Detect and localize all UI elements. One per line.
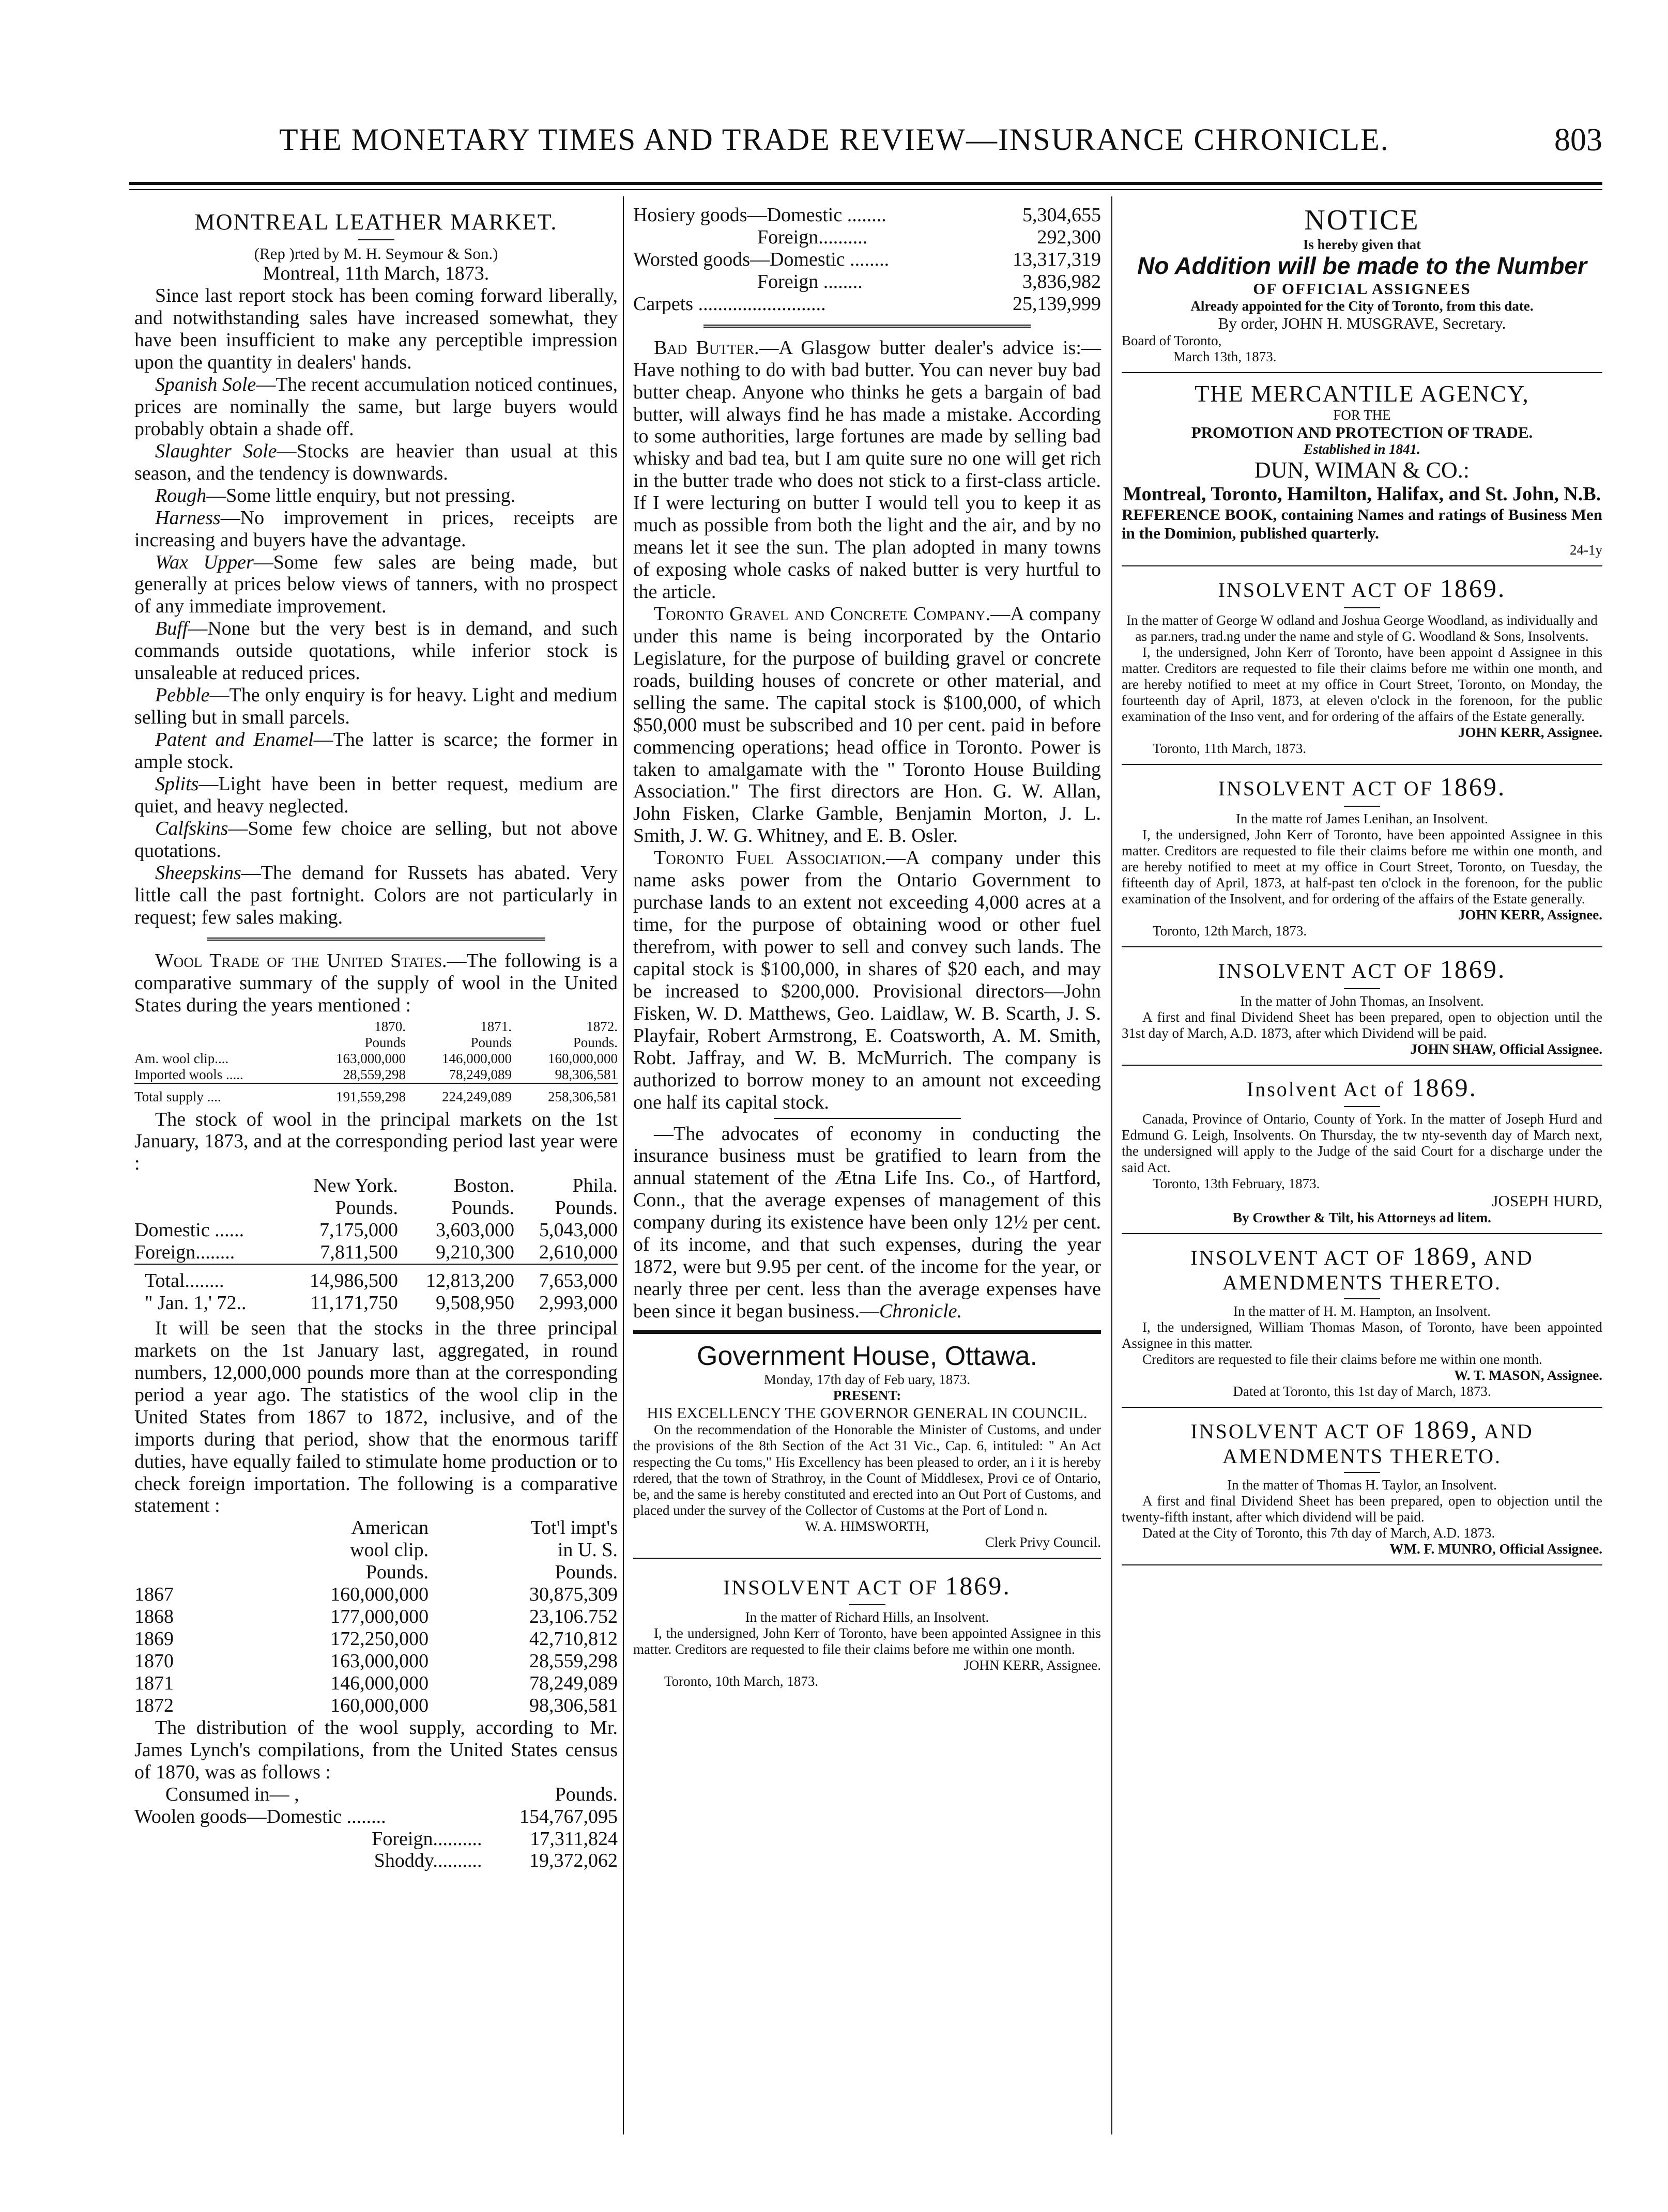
notice-date: Toronto, 12th March, 1873. — [1153, 923, 1307, 939]
divider — [1344, 1472, 1380, 1473]
leather-item-name: Wax Upper — [155, 551, 254, 573]
leather-item-name: Sheepskins — [155, 862, 241, 884]
notice-title: NOTICE — [1304, 204, 1420, 236]
page-number: 803 — [1554, 122, 1602, 158]
table-header: Pounds — [470, 1035, 512, 1051]
aetna-source: Chronicle. — [879, 1300, 962, 1322]
table-header: Pounds. — [555, 1197, 618, 1219]
notice-date: Dated at Toronto, this 1st day of March, 1873. — [1233, 1384, 1491, 1400]
insolvency-notice — [1122, 1073, 1602, 1234]
gov-signer: W. A. HIMSWORTH, — [805, 1518, 929, 1534]
goods-table — [633, 204, 1101, 315]
leather-item — [134, 374, 618, 440]
agency-firm: DUN, WIMAN & CO.: — [1254, 457, 1470, 483]
table-header: 1870. — [374, 1019, 406, 1035]
table-header: Pounds. — [573, 1035, 618, 1051]
divider — [1122, 372, 1602, 373]
table-cell: 23,106.752 — [529, 1606, 618, 1628]
table-cell: 3,603,000 — [435, 1219, 514, 1241]
notice-title: INSOLVENT ACT OF 1869. — [1218, 772, 1506, 802]
table-cell: 9,508,950 — [435, 1292, 514, 1314]
divider — [774, 1118, 961, 1119]
gravel-heading: Toronto Gravel and Concrete Company. — [654, 603, 991, 625]
fuel-article — [633, 847, 1101, 1113]
insolvency-notice — [1122, 1415, 1602, 1565]
notice-date: Toronto, 11th March, 1873. — [1153, 741, 1307, 757]
notice-signer: JOSEPH HURD, — [1492, 1191, 1602, 1210]
table-row — [633, 204, 1101, 226]
table-row — [134, 1219, 618, 1241]
table-header: Pounds. — [451, 1197, 514, 1219]
table-header: Phila. — [572, 1175, 618, 1197]
agency-promo: PROMOTION AND PROTECTION OF TRADE. — [1191, 423, 1533, 441]
leather-item-text: —The recent accumulation noticed continues, prices are nominally the same, but large buyers would probably obtain a shade off. — [134, 374, 618, 440]
table-cell: 1872 — [134, 1694, 174, 1716]
table-cell: Foreign.......... — [372, 1827, 482, 1850]
notice-date: Toronto, 13th February, 1873. — [1153, 1175, 1320, 1191]
gov-present: PRESENT: — [833, 1387, 901, 1403]
table-row — [633, 293, 1101, 315]
table-row — [134, 1051, 618, 1067]
table-row — [134, 1584, 618, 1606]
leather-item — [134, 684, 618, 729]
notice-text: I, the undersigned, John Kerr of Toronto, have been appointed Assignee in this matter. Creditors are requested to file their claims before me within one month, and are hereby notified to meet at my office in Court Street, Toronto, on Tuesday, the fifteenth day of April, 1873, at half-past ten o'clock in the forenoon, for the public examination of the Insolvent, and for ordering of the affairs of the Estate generally. — [1122, 826, 1602, 907]
wool-para3: It will be seen that the stocks in the three principal markets on the 1st January last, aggregated, in round numbers, 12,000,000 pounds more than at the corresponding period a year ago. The statistics of the wool clip in the United States from 1867 to 1872, inclusive, and of the imports during that period, show that the enormous tariff duties, have equally failed to stimulate home production or to check foreign importation. The following is a comparative statement : — [134, 1317, 618, 1517]
table-cell: 11,171,750 — [310, 1292, 398, 1314]
agency-established: Established in 1841. — [1304, 441, 1420, 457]
notice-matter: In the matter of George W odland and Joshua George Woodland, as individually and as par.ners, trad.ng under the name and style of G. Woodland & Sons, Insolvents. — [1126, 612, 1598, 644]
section-divider — [633, 1330, 1101, 1334]
divider — [1122, 1233, 1602, 1234]
divider — [1122, 1065, 1602, 1066]
table-cell: 14,986,500 — [309, 1270, 398, 1292]
leather-item-name: Rough — [155, 484, 207, 506]
butter-text: —A Glasgow butter dealer's advice is:—Have nothing to do with bad butter. You can never buy bad butter cheap. Anyone who thinks he gets a bargain of bad butter, will always find he has made a mistake. According to some authorities, large fortunes are made by selling bad whisky and bad tea, but I am quite sure no one will get rich in the butter trade who does not stick to a first-class article. If I were lecturing on butter I would tell you to keep it as much as possible from both the light and the air, and by no means let it see the sun. The plan adopted in many towns of exposing whole casks of naked butter is very hurtful to the article. — [633, 336, 1101, 603]
table-header: 1872. — [586, 1019, 618, 1035]
table-row — [134, 1850, 618, 1872]
gravel-text: —A company under this name is being incorporated by the Ontario Legislature, for the purpose of building gravel or concrete roads, building houses of concrete or other material, and selling the same. The capital stock is $100,000, of which $50,000 must be subscribed and 10 per cent. paid in before commencing operations; head office in Toronto. Power is taken to amalgamate with the " Toronto House Building Association." The first directors are Hon. G. W. Allan, John Fisken, Clarke Gamble, Benjamin Morton, J. L. Smith, J. W. G. Whitney, and E. B. Osler. — [633, 603, 1101, 847]
divider — [1344, 806, 1380, 807]
leather-item-text: —The only enquiry is for heavy. Light and medium selling but in small parcels. — [134, 684, 618, 729]
wool-distribution-table — [134, 1784, 618, 1872]
table-cell: 224,249,089 — [441, 1089, 512, 1105]
table-cell: 98,306,581 — [529, 1694, 618, 1716]
table-row — [134, 1695, 618, 1717]
table-cell: 177,000,000 — [330, 1606, 429, 1628]
table-cell: 19,372,062 — [529, 1850, 618, 1872]
notice-text: A first and final Dividend Sheet has been prepared, open to objection until the twenty-fifth instant, after which dividend will be paid. — [1122, 1493, 1602, 1525]
divider — [1344, 607, 1380, 608]
notice-date: March 13th, 1873. — [1173, 348, 1277, 364]
notice-title: INSOLVENT ACT OF 1869. — [1218, 574, 1506, 603]
table-cell: 146,000,000 — [441, 1051, 512, 1067]
table-header: American — [351, 1517, 429, 1539]
insolvency-notice — [1122, 772, 1602, 947]
notice-text: I, the undersigned, William Thomas Mason, of Toronto, have been appointed Assignee in this matter. — [1122, 1319, 1602, 1351]
notice-attorneys: By Crowther & Tilt, his Attorneys ad litem. — [1233, 1210, 1491, 1226]
table-cell: 12,813,200 — [425, 1270, 514, 1292]
leather-item-text: —Light have been in better request, medium are quiet, and heavy neglected. — [134, 773, 618, 817]
butter-heading: Bad Butter. — [654, 336, 759, 359]
leather-item-name: Patent and Enamel — [155, 729, 314, 751]
table-cell: 1871 — [134, 1672, 174, 1694]
table-row — [134, 1628, 618, 1650]
leather-title: MONTREAL LEATHER MARKET. — [194, 209, 558, 235]
table-header: Tot'l impt's — [530, 1517, 618, 1539]
page-header — [129, 122, 1602, 168]
table-header: 1871. — [480, 1019, 512, 1035]
table-cell: 160,000,000 — [330, 1694, 429, 1716]
aetna-article — [633, 1123, 1101, 1323]
leather-item — [134, 773, 618, 818]
table-cell: Worsted goods—Domestic ........ — [633, 248, 890, 270]
leather-item-text: —The latter is scarce; the former in ample stock. — [134, 729, 618, 773]
notice-signer: JOHN KERR, Assignee. — [1458, 907, 1602, 923]
gov-title: Government House, Ottawa. — [697, 1341, 1037, 1371]
table-cell: Imported wools ..... — [134, 1067, 243, 1083]
table-cell: Woolen goods—Domestic ........ — [134, 1805, 386, 1827]
divider — [1122, 764, 1602, 765]
table-header: Boston. — [453, 1175, 514, 1197]
column-divider-1 — [623, 196, 624, 2134]
table-row — [134, 1241, 618, 1264]
aetna-text: —The advocates of economy in conducting the insurance business must be gratified to learn from the annual statement of the Ætna Life Ins. Co., of Hartford, Conn., that the average expenses of management of this company during its existence have been only 12½ per cent. of its income, and that such expenses, during the year 1872, were but 9.95 per cent. of the income for the year, or nearly three per cent. less than the average expenses have been since it began business.— — [633, 1123, 1101, 1322]
leather-item-name: Buff — [155, 618, 188, 640]
agency-for: FOR THE — [1333, 407, 1391, 423]
table-cell: 163,000,000 — [330, 1650, 429, 1672]
notice-board: Board of Toronto, — [1122, 332, 1222, 348]
fuel-heading: Toronto Fuel Association. — [654, 847, 886, 869]
table-cell: Carpets .......................... — [633, 293, 826, 315]
table-cell: " Jan. 1,' 72.. — [145, 1292, 247, 1314]
column-1 — [134, 204, 618, 1872]
gov-excellency: HIS EXCELLENCY THE GOVERNOR GENERAL IN COUNCIL. — [647, 1403, 1088, 1422]
table-cell: Foreign ........ — [757, 270, 863, 293]
notice-line4: Already appointed for the City of Toronto, from this date. — [1190, 298, 1534, 314]
insolvency-notices — [1122, 574, 1602, 1565]
table-cell: 5,304,655 — [1022, 204, 1101, 226]
notice-matter: In the matter of Thomas H. Taylor, an Insolvent. — [1227, 1477, 1497, 1493]
notice-line2: No Addition will be made to the Number — [1137, 252, 1587, 280]
divider — [633, 1558, 1101, 1559]
table-cell: 13,317,319 — [1013, 248, 1101, 270]
table-cell: 30,875,309 — [529, 1584, 618, 1606]
table-cell: 78,249,089 — [529, 1672, 618, 1694]
leather-item — [134, 862, 618, 929]
wool-supply-table — [134, 1019, 618, 1105]
table-cell: 42,710,812 — [529, 1628, 618, 1650]
header-rule-thin — [129, 189, 1602, 190]
table-cell: 2,993,000 — [539, 1292, 618, 1314]
leather-item-name: Spanish Sole — [155, 374, 256, 396]
section-divider — [703, 325, 1031, 328]
insolvency-notice — [1122, 1241, 1602, 1408]
table-cell: 17,311,824 — [530, 1827, 618, 1850]
notice-signer: JOHN KERR, Assignee. — [1458, 725, 1602, 741]
agency-title: THE MERCANTILE AGENCY, — [1195, 380, 1529, 407]
notice-text: Canada, Province of Ontario, County of York. In the matter of Joseph Hurd and Edmund G. Leigh, Insolvents. On Thursday, the tw nty-seventh day of March next, the undersigned will apply to the Judge of the said Court for a discharge under the said Act. — [1122, 1111, 1602, 1175]
leather-dateline: Montreal, 11th March, 1873. — [263, 263, 489, 285]
leather-reporter: (Rep )rted by M. H. Seymour & Son.) — [254, 244, 498, 263]
table-cell: 98,306,581 — [555, 1067, 618, 1083]
table-header: Pounds. — [555, 1783, 618, 1805]
table-row — [134, 1828, 618, 1850]
leather-item-name: Pebble — [155, 684, 210, 706]
table-cell: 25,139,999 — [1013, 293, 1101, 315]
table-cell: 9,210,300 — [435, 1241, 514, 1264]
table-cell: Total........ — [145, 1270, 224, 1292]
notice-line1: Is hereby given that — [1303, 237, 1421, 253]
section-divider — [207, 938, 545, 941]
leather-item — [134, 440, 618, 485]
column-3 — [1122, 204, 1602, 1573]
table-row — [134, 1806, 618, 1828]
table-header: Pounds — [364, 1035, 406, 1051]
table-cell: 163,000,000 — [335, 1051, 406, 1067]
table-row — [633, 226, 1101, 249]
table-row — [134, 1083, 618, 1105]
gov-text: On the recommendation of the Honorable the Minister of Customs, and under the provisions of the 8th Section of the Act 31 Vic., Cap. 6, intituled: " An Act respecting the Cu toms," His Excellency has been pleased to order, an i it is hereby rdered, that the town of Strathroy, in the Count of Middlesex, Provi ce of Ontario, be, and the same is hereby constituted and erected into an Out Port of Customs, and placed under the survey of the Collector of Customs at the Port of Lond n. — [633, 1422, 1101, 1518]
notice-matter: In the matte rof James Lenihan, an Insolvent. — [1235, 810, 1489, 826]
leather-item-text: —Some few sales are being made, but generally at prices below views of tanners, with no prospect of any immediate improvement. — [134, 551, 618, 618]
notice-date: Dated at the City of Toronto, this 7th day of March, A.D. 1873. — [1142, 1525, 1495, 1541]
leather-item-name: Calfskins — [155, 817, 228, 839]
leather-item-text: —Some few choice are selling, but not above quotations. — [134, 817, 618, 862]
notice-text: I, the undersigned, John Kerr of Toronto, have been appoint d Assignee in this matter. Creditors are requested to file their claims before me within one month, and are hereby notified to meet at my office in Court Street, Toronto, on Monday, the fourteenth day of April, 1873, at eleven o'clock in the forenoon, for the public examination of the Inso vent, and for ordering of the affairs of the Estate generally. — [1122, 644, 1602, 725]
divider — [1344, 1298, 1380, 1299]
table-cell: 7,653,000 — [539, 1270, 618, 1292]
leather-items — [134, 374, 618, 928]
notice-matter: In the matter of John Thomas, an Insolvent. — [1240, 993, 1484, 1009]
column-divider-2 — [1111, 196, 1112, 2134]
table-header: New York. — [313, 1175, 398, 1197]
wool-para2: The stock of wool in the principal markets on the 1st January, 1873, and at the corresponding period last year were : — [134, 1108, 618, 1175]
table-row — [134, 1264, 618, 1292]
table-cell: 7,175,000 — [319, 1219, 398, 1241]
divider — [849, 1604, 885, 1605]
leather-item-name: Slaughter Sole — [155, 440, 277, 462]
table-cell: Shoddy.......... — [374, 1850, 482, 1872]
agency-code: 24-1y — [1570, 542, 1602, 558]
leather-item — [134, 551, 618, 618]
leather-item-text: —Stocks are heavier than usual at this season, and the tendency is downwards. — [134, 440, 618, 484]
wool-intro — [134, 950, 618, 1017]
leather-item-text: —No improvement in prices, receipts are increasing and buyers have the advantage. — [134, 506, 618, 551]
butter-article — [633, 337, 1101, 603]
notice-title: INSOLVENT ACT OF 1869, AND AMENDMENTS THERETO. — [1190, 1241, 1534, 1294]
ins1-signer: JOHN KERR, Assignee. — [963, 1657, 1101, 1673]
divider — [1122, 1407, 1602, 1408]
table-cell: Hosiery goods—Domestic ........ — [633, 204, 886, 226]
divider — [1344, 1106, 1380, 1107]
leather-item — [134, 485, 618, 507]
table-cell: 5,043,000 — [539, 1219, 618, 1241]
insolvency-notice — [1122, 574, 1602, 765]
leather-item — [134, 618, 618, 684]
wool-stock-table — [134, 1175, 618, 1314]
table-cell: 191,559,298 — [335, 1089, 406, 1105]
table-cell: 1869 — [134, 1628, 174, 1650]
ins1-title: INSOLVENT ACT OF 1869. — [723, 1571, 1011, 1600]
wool-comparison-table — [134, 1517, 618, 1716]
notice-title: INSOLVENT ACT OF 1869, AND AMENDMENTS THERETO. — [1190, 1415, 1534, 1468]
notice-signer: WM. F. MUNRO, Official Assignee. — [1389, 1541, 1602, 1557]
table-cell: Foreign........ — [134, 1241, 235, 1264]
leather-item-text: —None but the very best is in demand, and such commands outside quotations, while inferior stock is unsaleable at reduced prices. — [134, 618, 618, 684]
leather-item-text: —Some little enquiry, but not pressing. — [206, 484, 516, 506]
notice-text: A first and final Dividend Sheet has been prepared, open to objection until the 31st day of March, A.D. 1873, after which Dividend will be paid. — [1122, 1009, 1602, 1041]
header-rule — [129, 182, 1602, 185]
leather-item — [134, 818, 618, 862]
notice-order: By order, JOHN H. MUSGRAVE, Secretary. — [1218, 314, 1506, 332]
leather-intro: Since last report stock has been coming forward liberally, and notwithstanding sales have increased somewhat, they have been insufficient to make any perceptible impression upon the quantity in dealers' hands. — [134, 285, 618, 374]
table-header: Pounds. — [365, 1561, 429, 1584]
divider — [1344, 988, 1380, 989]
table-cell: Total supply .... — [134, 1089, 221, 1105]
notice-title: Insolvent Act of 1869. — [1246, 1072, 1478, 1102]
running-title: THE MONETARY TIMES AND TRADE REVIEW—INSURANCE CHRONICLE. — [279, 122, 1389, 157]
ins1-matter: In the matter of Richard Hills, an Insolvent. — [745, 1609, 989, 1625]
table-cell: 258,306,581 — [548, 1089, 618, 1105]
table-cell: Am. wool clip.... — [134, 1051, 229, 1067]
wool-intro-text: —The following is a comparative summary of the supply of wool in the United States during the years mentioned : — [134, 950, 618, 1017]
table-cell: 3,836,982 — [1022, 270, 1101, 293]
table-row — [134, 1672, 618, 1695]
gov-date: Monday, 17th day of Feb uary, 1873. — [763, 1371, 971, 1387]
table-cell: 160,000,000 — [548, 1051, 618, 1067]
table-header: Pounds. — [335, 1197, 398, 1219]
table-row — [134, 1292, 618, 1314]
column-2 — [633, 204, 1101, 1690]
agency-cities: Montreal, Toronto, Hamilton, Halifax, and St. John, N.B. — [1123, 483, 1601, 505]
divider — [358, 239, 394, 240]
table-row — [633, 249, 1101, 271]
table-header: wool clip. — [350, 1539, 429, 1561]
ins1-date: Toronto, 10th March, 1873. — [664, 1673, 819, 1689]
leather-item-name: Splits — [155, 773, 199, 795]
table-cell: 1868 — [134, 1606, 174, 1628]
ins1-text: I, the undersigned, John Kerr of Toronto, have been appointed Assignee in this matter. Creditors are requested to file their claims before me within one month. — [633, 1625, 1101, 1657]
notice-signer: JOHN SHAW, Official Assignee. — [1410, 1041, 1602, 1057]
divider — [1122, 565, 1602, 566]
table-cell: 1867 — [134, 1584, 174, 1606]
table-cell: Domestic ...... — [134, 1219, 244, 1241]
table-cell: 78,249,089 — [449, 1067, 512, 1083]
table-cell: 172,250,000 — [330, 1628, 429, 1650]
table-header: Consumed in— , — [165, 1783, 299, 1805]
notice-matter: In the matter of H. M. Hampton, an Insolvent. — [1233, 1303, 1491, 1319]
table-row — [134, 1067, 618, 1083]
fuel-text: —A company under this name asks power from the Ontario Government to purchase lands to an extent not exceeding 4,000 acres at a time, for the purpose of obtaining wood or other fuel therefrom, with power to sell and convey such lands. The capital stock is $100,000, in shares of $20 each, and may be increased to $200,000. Provisional directors—John Fisken, W. D. Matthews, Geo. Laidlaw, W. B. Scarth, J. S. Playfair, Robert Armstrong, E. Coatsworth, A. M. Smith, Robt. Jaffray, and W. B. McMurrich. The company is authorized to borrow money to an amount not exceeding one half its capital stock. — [633, 847, 1101, 1113]
notice-title: INSOLVENT ACT OF 1869. — [1218, 955, 1506, 984]
leather-item — [134, 507, 618, 551]
gov-signer-title: Clerk Privy Council. — [985, 1534, 1101, 1550]
divider — [1122, 1564, 1602, 1565]
table-cell: 154,767,095 — [519, 1805, 618, 1827]
insolvency-notice — [1122, 955, 1602, 1066]
agency-reference: REFERENCE BOOK, containing Names and ratings of Business Men in the Dominion, published quarterly. — [1122, 505, 1602, 542]
leather-item-text: —The demand for Russets has abated. Very little call the past fortnight. Colors are not particularly in request; few sales making. — [134, 862, 618, 928]
notice-text: Creditors are requested to file their claims before me within one month. — [1142, 1351, 1542, 1368]
table-cell: 160,000,000 — [330, 1584, 429, 1606]
divider — [1122, 946, 1602, 947]
leather-item-name: Harness — [155, 506, 221, 529]
table-cell: 292,300 — [1037, 226, 1101, 248]
gravel-article — [633, 603, 1101, 847]
notice-signer: W. T. MASON, Assignee. — [1454, 1368, 1602, 1384]
table-header: Pounds. — [555, 1561, 618, 1584]
table-row — [633, 271, 1101, 293]
wool-para4: The distribution of the wool supply, according to Mr. James Lynch's compilations, from the United States census of 1870, was as follows : — [134, 1716, 618, 1783]
table-cell: 2,610,000 — [539, 1241, 618, 1264]
table-cell: 7,811,500 — [320, 1241, 398, 1264]
table-cell: 146,000,000 — [330, 1672, 429, 1694]
wool-heading: Wool Trade of the United States. — [155, 950, 447, 972]
notice-line3: OF OFFICIAL ASSIGNEES — [1253, 280, 1471, 298]
table-cell: 28,559,298 — [529, 1650, 618, 1672]
table-row — [134, 1606, 618, 1628]
leather-item — [134, 729, 618, 773]
table-cell: 1870 — [134, 1650, 174, 1672]
table-header: in U. S. — [557, 1539, 618, 1561]
table-cell: 28,559,298 — [343, 1067, 406, 1083]
table-row — [134, 1650, 618, 1672]
table-cell: Foreign.......... — [757, 226, 868, 248]
